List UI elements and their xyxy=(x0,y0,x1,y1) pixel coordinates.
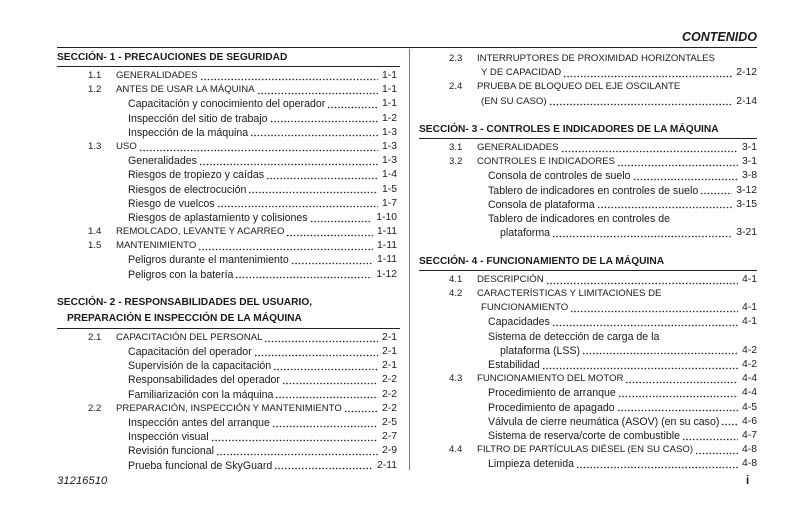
page-number: 2-1 xyxy=(381,346,397,357)
dot-leader xyxy=(597,198,733,212)
entry-label: GENERALIDADES xyxy=(116,70,198,81)
toc-entry xyxy=(419,287,757,301)
toc-entry xyxy=(419,155,757,169)
entry-label: CONTROLES E INDICADORES xyxy=(477,156,616,168)
page-number: 1-12 xyxy=(376,268,397,280)
dot-leader xyxy=(570,301,738,315)
page-number: 4-1 xyxy=(741,273,757,285)
page-number: 4-2 xyxy=(741,358,757,370)
section-3-heading: SECCIÓN- 3 - CONTROLES E INDICADORES DE LA MÁQUINA xyxy=(419,123,757,139)
toc-entry xyxy=(419,80,757,94)
dot-leader xyxy=(618,386,738,400)
section-2-heading-line-1: SECCIÓN- 2 - RESPONSABILIDADES DEL USUARIO, xyxy=(57,296,313,308)
page-number: 1-1 xyxy=(381,98,397,110)
dot-leader xyxy=(286,225,372,239)
toc-subentry xyxy=(57,459,400,473)
page-number: 4-6 xyxy=(741,415,757,427)
toc-subentry xyxy=(57,444,400,458)
dot-leader xyxy=(200,69,378,83)
entry-label: Riesgos de tropiezo y caídas xyxy=(128,169,265,182)
page-number: 1-3 xyxy=(381,155,397,167)
toc-subentry xyxy=(57,345,400,359)
entry-number: 1.3 xyxy=(88,140,102,152)
page-number: 4-2 xyxy=(741,344,757,356)
dot-leader xyxy=(625,372,738,386)
entry-label: DESCRIPCIÓN xyxy=(477,273,544,285)
toc-subentry xyxy=(57,359,400,373)
page-number: 3-21 xyxy=(736,227,757,239)
page-number: 1-11 xyxy=(376,226,397,238)
toc-subentry xyxy=(57,211,400,225)
page-title: CONTENIDO xyxy=(682,30,757,44)
entry-number: 2.3 xyxy=(449,53,463,64)
entry-label: Capacitación y conocimiento del operador xyxy=(128,98,326,111)
entry-number: 4.4 xyxy=(449,444,463,456)
entry-label: Supervisión de la capacitación xyxy=(128,360,272,373)
entry-label: Capacitación del operador xyxy=(128,346,252,358)
dot-leader xyxy=(563,66,732,80)
entry-label: Familiarización con la máquina xyxy=(128,388,274,401)
dot-leader xyxy=(542,358,738,372)
header-rule xyxy=(57,47,757,48)
toc-entry xyxy=(419,273,757,287)
page-number: 2-7 xyxy=(381,431,397,443)
page-number: 4-1 xyxy=(741,302,757,314)
entry-label: Prueba funcional de SkyGuard xyxy=(128,459,273,472)
entry-label-continuation: Y DE CAPACIDAD xyxy=(481,67,562,79)
toc-entry xyxy=(419,443,757,457)
dot-leader xyxy=(199,154,378,168)
page-number: 2-1 xyxy=(381,360,397,372)
page-number: 4-8 xyxy=(741,458,757,470)
entry-label: Consola de plataforma xyxy=(488,198,595,211)
dot-leader xyxy=(270,112,378,126)
entry-label: Revisión funcional xyxy=(128,445,214,458)
page-number: 3-1 xyxy=(741,141,757,153)
entry-label: Tablero de indicadores en controles de xyxy=(488,212,670,225)
dot-leader xyxy=(617,401,738,415)
page-number: 1-7 xyxy=(381,197,397,209)
page-number: 3-8 xyxy=(741,170,757,182)
toc-subentry xyxy=(419,457,757,471)
dot-leader xyxy=(552,315,738,329)
entry-label: Limpieza detenida xyxy=(488,458,574,471)
entry-number: 1.2 xyxy=(88,84,102,96)
page-number-footer: i xyxy=(746,475,750,487)
entry-label: REMOLCADO, LEVANTE Y ACARREO xyxy=(116,226,285,238)
dot-leader xyxy=(546,273,738,287)
page-number: 3-1 xyxy=(741,156,757,168)
dot-leader xyxy=(310,211,373,225)
page-number: 2-11 xyxy=(376,459,397,471)
entry-label: ANTES DE USAR LA MÁQUINA xyxy=(116,84,255,96)
page-number: 3-15 xyxy=(736,198,757,210)
toc-right-column xyxy=(419,52,757,471)
entry-number: 2.2 xyxy=(88,402,102,414)
entry-label: Inspección visual xyxy=(128,431,209,444)
section-2-heading xyxy=(57,295,400,329)
entry-number: 1.1 xyxy=(88,70,102,81)
dot-leader xyxy=(198,239,373,253)
page-number: 4-1 xyxy=(741,316,757,328)
toc-subentry xyxy=(57,126,400,140)
dot-leader xyxy=(695,443,738,457)
page-number: 1-11 xyxy=(376,240,397,252)
entry-label: USO xyxy=(116,140,137,152)
dot-leader xyxy=(254,345,378,359)
toc-subentry xyxy=(419,401,757,415)
dot-leader xyxy=(272,416,378,430)
toc-subentry xyxy=(419,169,757,183)
entry-label: Sistema de detección de carga de la xyxy=(488,330,660,343)
dot-leader xyxy=(211,430,378,444)
dot-leader xyxy=(264,331,378,345)
entry-label: Inspección del sitio de trabajo xyxy=(128,112,268,125)
entry-label: Inspección de la máquina xyxy=(128,126,249,139)
section-4-heading: SECCIÓN- 4 - FUNCIONAMIENTO DE LA MÁQUINA xyxy=(419,255,757,271)
toc-subentry xyxy=(419,386,757,400)
dot-leader xyxy=(327,97,378,111)
toc-subentry xyxy=(419,429,757,443)
dot-leader xyxy=(266,168,378,182)
entry-number: 2.1 xyxy=(88,331,102,343)
dot-leader xyxy=(582,344,738,358)
entry-number: 4.3 xyxy=(449,373,463,385)
entry-label-continuation: (EN SU CASO) xyxy=(481,95,547,107)
dot-leader xyxy=(274,459,373,473)
page-number: 1-2 xyxy=(381,112,397,124)
dot-leader xyxy=(633,169,738,183)
page-number: 2-5 xyxy=(381,416,397,428)
toc-subentry xyxy=(57,416,400,430)
dot-leader xyxy=(217,197,378,211)
dot-leader xyxy=(216,444,378,458)
dot-leader xyxy=(700,184,732,198)
entry-label: Generalidades xyxy=(128,155,197,168)
dot-leader xyxy=(682,429,738,443)
page-number: 2-1 xyxy=(381,331,397,343)
entry-label: FUNCIONAMIENTO DEL MOTOR xyxy=(477,373,624,385)
page-number: 2-2 xyxy=(381,402,397,414)
toc-subentry xyxy=(57,268,400,282)
toc-subentry-continuation xyxy=(419,226,757,240)
toc-subentry xyxy=(419,184,757,198)
entry-label: Capacidades xyxy=(488,316,550,329)
dot-leader xyxy=(282,373,378,387)
page-number: 1-3 xyxy=(381,140,397,152)
page-number: 4-8 xyxy=(741,444,757,456)
entry-label: Responsabilidades del operador xyxy=(128,374,280,387)
entry-label: CAPACITACIÓN DEL PERSONAL xyxy=(116,331,263,343)
entry-number: 1.5 xyxy=(88,240,102,252)
entry-label: PRUEBA DE BLOQUEO DEL EJE OSCILANTE xyxy=(477,81,681,93)
page-number: 2-14 xyxy=(736,95,757,107)
toc-subentry xyxy=(57,430,400,444)
dot-leader xyxy=(139,140,378,154)
toc-entry xyxy=(57,331,400,345)
entry-label: Consola de controles de suelo xyxy=(488,170,631,183)
toc-subentry xyxy=(57,183,400,197)
toc-subentry xyxy=(57,253,400,267)
dot-leader xyxy=(344,402,378,416)
page-number: 4-7 xyxy=(741,429,757,441)
page-number: 2-2 xyxy=(381,374,397,386)
toc-subentry xyxy=(57,112,400,126)
entry-label-continuation: plataforma xyxy=(500,227,551,240)
toc-entry xyxy=(57,225,400,239)
toc-subentry-continuation xyxy=(419,344,757,358)
toc-subentry xyxy=(57,197,400,211)
page-number: 1-3 xyxy=(381,126,397,138)
entry-number: 3.2 xyxy=(449,156,463,168)
toc-entry xyxy=(419,52,757,66)
toc-subentry xyxy=(57,154,400,168)
entry-label: Peligros durante el mantenimiento xyxy=(128,254,289,267)
entry-label: MANTENIMIENTO xyxy=(116,240,197,252)
toc-subentry xyxy=(57,97,400,111)
section-2-heading-line-2: PREPARACIÓN E INSPECCIÓN DE LA MÁQUINA xyxy=(67,313,302,325)
page-number: 4-4 xyxy=(741,387,757,399)
toc-entry xyxy=(419,372,757,386)
page-number: 4-5 xyxy=(741,401,757,413)
toc-entry xyxy=(57,83,400,97)
column-divider xyxy=(409,49,410,470)
dot-leader xyxy=(248,183,378,197)
entry-label: Riesgos de aplastamiento y colisiones xyxy=(128,211,308,224)
toc-subentry xyxy=(57,168,400,182)
toc-subentry xyxy=(57,373,400,387)
entry-label: FILTRO DE PARTÍCULAS DIÉSEL (EN SU CASO) xyxy=(477,444,694,456)
toc-subentry xyxy=(419,358,757,372)
entry-label-continuation: FUNCIONAMIENTO xyxy=(481,302,569,314)
entry-number: 2.4 xyxy=(449,81,463,93)
page-number: 2-12 xyxy=(736,67,757,79)
dot-leader xyxy=(617,155,738,169)
page-number: 1-5 xyxy=(381,183,397,195)
page-number: 1-1 xyxy=(381,84,397,96)
toc-subentry xyxy=(419,198,757,212)
entry-label: Inspección antes del arranque xyxy=(128,416,270,429)
page-number: 1-11 xyxy=(376,254,397,266)
dot-leader xyxy=(273,359,378,373)
toc-subentry xyxy=(419,415,757,429)
entry-label: PREPARACIÓN, INSPECCIÓN Y MANTENIMIENTO xyxy=(116,402,342,414)
toc-entry xyxy=(57,140,400,154)
entry-label: Procedimiento de arranque xyxy=(488,387,616,400)
toc-entry-continuation xyxy=(419,301,757,315)
toc-subentry xyxy=(419,212,757,226)
toc-entry-continuation xyxy=(419,66,757,80)
section-1-heading: SECCIÓN- 1 - PRECAUCIONES DE SEGURIDAD xyxy=(57,51,400,67)
toc-entry xyxy=(419,141,757,155)
entry-label: Válvula de cierre neumática (ASOV) (en su caso) xyxy=(488,415,720,428)
entry-label: Procedimiento de apagado xyxy=(488,401,615,414)
toc-entry xyxy=(57,239,400,253)
entry-label-continuation: plataforma (LSS) xyxy=(500,344,581,357)
entry-label: GENERALIDADES xyxy=(477,141,559,153)
entry-label: CARACTERÍSTICAS Y LIMITACIONES DE xyxy=(477,288,662,300)
entry-label: Riesgo de vuelcos xyxy=(128,197,215,210)
toc-left-column xyxy=(57,51,400,473)
entry-label: Tablero de indicadores en controles de suelo xyxy=(488,184,699,197)
dot-leader xyxy=(257,83,378,97)
dot-leader xyxy=(250,126,378,140)
entry-number: 4.1 xyxy=(449,273,463,285)
toc-entry-continuation xyxy=(419,95,757,109)
page-number: 3-12 xyxy=(736,184,757,196)
page-number: 4-4 xyxy=(741,373,757,385)
entry-label: Sistema de reserva/corte de combustible xyxy=(488,429,680,442)
dot-leader xyxy=(235,268,372,282)
entry-label: Estabilidad xyxy=(488,358,540,371)
page-number: 1-1 xyxy=(381,70,397,81)
page-number: 1-4 xyxy=(381,169,397,181)
entry-number: 3.1 xyxy=(449,141,463,153)
toc-subentry xyxy=(57,388,400,402)
dot-leader xyxy=(576,457,738,471)
toc-entry xyxy=(57,402,400,416)
dot-leader xyxy=(275,388,378,402)
entry-number: 1.4 xyxy=(88,226,102,238)
entry-label: Riesgos de electrocución xyxy=(128,183,247,196)
entry-label: Peligros con la batería xyxy=(128,268,234,281)
toc-subentry xyxy=(419,315,757,329)
document-number: 31216510 xyxy=(57,475,108,487)
dot-leader xyxy=(549,95,733,109)
dot-leader xyxy=(291,253,373,267)
dot-leader xyxy=(561,141,738,155)
page-number: 1-10 xyxy=(376,211,397,223)
dot-leader xyxy=(721,415,738,429)
dot-leader xyxy=(552,226,732,240)
toc-subentry xyxy=(419,330,757,344)
entry-label: INTERRUPTORES DE PROXIMIDAD HORIZONTALES xyxy=(477,53,715,64)
page-number: 2-2 xyxy=(381,388,397,400)
entry-number: 4.2 xyxy=(449,288,463,300)
page-number: 2-9 xyxy=(381,445,397,457)
toc-entry xyxy=(57,69,400,83)
